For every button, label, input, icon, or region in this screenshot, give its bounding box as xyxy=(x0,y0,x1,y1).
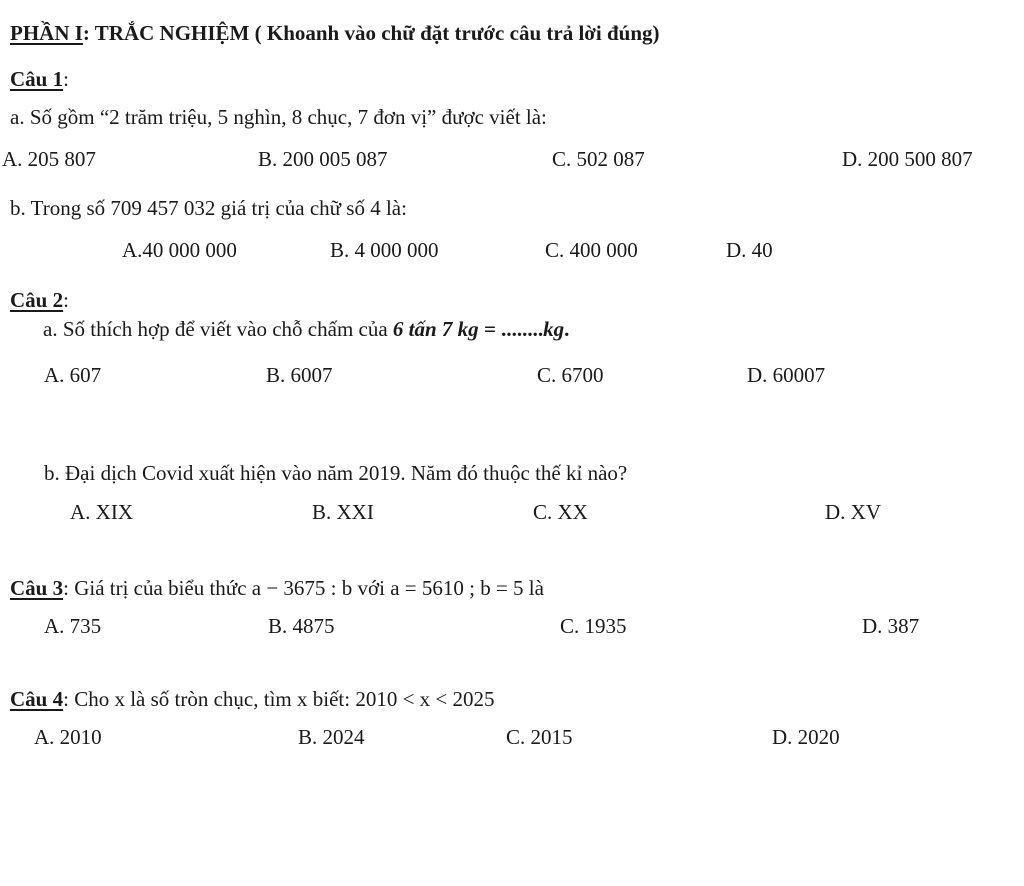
question-2-title xyxy=(10,287,69,313)
question-1-title xyxy=(10,66,69,92)
q2a-prompt-end: . xyxy=(564,317,570,341)
q3-option-d[interactable]: D. 387 xyxy=(862,614,920,638)
question-4 xyxy=(10,686,495,712)
section-header xyxy=(10,20,660,46)
q3-option-c[interactable]: C. 1935 xyxy=(560,614,627,638)
q1b-option-c[interactable]: C. 400 000 xyxy=(545,238,638,262)
question-1b-prompt: b. Trong số 709 457 032 giá trị của chữ số 4 là: xyxy=(10,196,407,220)
q2a-prompt-expression: 6 tấn 7 kg = xyxy=(392,317,496,341)
q4-option-b[interactable]: B. 2024 xyxy=(298,725,365,749)
q4-option-a[interactable]: A. 2010 xyxy=(34,725,102,749)
q1a-option-c[interactable]: C. 502 087 xyxy=(552,147,645,171)
q2a-prompt-unit: kg xyxy=(543,317,565,341)
q1a-option-d[interactable]: D. 200 500 807 xyxy=(842,147,973,171)
section-instruction: : TRẮC NGHIỆM ( Khoanh vào chữ đặt trước câu trả lời đúng) xyxy=(82,21,660,45)
q4-option-c[interactable]: C. 2015 xyxy=(506,725,573,749)
question-3-label: Câu 3 xyxy=(10,576,64,600)
question-4-text: : Cho x là số tròn chục, tìm x biết: 2010 < x < 2025 xyxy=(63,687,495,711)
q2a-option-a[interactable]: A. 607 xyxy=(44,363,102,387)
q2b-option-b[interactable]: B. XXI xyxy=(312,500,374,524)
q2a-option-b[interactable]: B. 6007 xyxy=(266,363,333,387)
question-1-colon: : xyxy=(63,67,69,91)
question-4-label: Câu 4 xyxy=(10,687,64,711)
question-1-label: Câu 1 xyxy=(10,67,64,91)
q2a-option-c[interactable]: C. 6700 xyxy=(537,363,604,387)
question-2a-prompt xyxy=(43,316,569,342)
section-part: PHẦN I xyxy=(10,21,83,45)
question-3-text: : Giá trị của biểu thức a − 3675 : b với a = 5610 ; b = 5 là xyxy=(63,576,544,600)
q3-option-b[interactable]: B. 4875 xyxy=(268,614,335,638)
q2b-option-c[interactable]: C. XX xyxy=(533,500,588,524)
q1b-option-d[interactable]: D. 40 xyxy=(726,238,773,262)
q1a-option-a[interactable]: A. 205 807 xyxy=(2,147,96,171)
question-2-colon: : xyxy=(63,288,69,312)
q1b-option-b[interactable]: B. 4 000 000 xyxy=(330,238,439,262)
q2b-option-d[interactable]: D. XV xyxy=(825,500,881,524)
question-2-label: Câu 2 xyxy=(10,288,64,312)
q1b-option-a[interactable]: A.40 000 000 xyxy=(122,238,237,262)
q2b-option-a[interactable]: A. XIX xyxy=(70,500,133,524)
q3-option-a[interactable]: A. 735 xyxy=(44,614,102,638)
q2a-prompt-dots: ........ xyxy=(495,317,544,341)
q2a-prompt-text: a. Số thích hợp để viết vào chỗ chấm của xyxy=(43,317,393,341)
q1a-option-b[interactable]: B. 200 005 087 xyxy=(258,147,388,171)
question-2b-prompt: b. Đại dịch Covid xuất hiện vào năm 2019. Năm đó thuộc thế kỉ nào? xyxy=(44,461,628,485)
q4-option-d[interactable]: D. 2020 xyxy=(772,725,840,749)
q2a-option-d[interactable]: D. 60007 xyxy=(747,363,826,387)
question-1a-prompt: a. Số gồm “2 trăm triệu, 5 nghìn, 8 chục, 7 đơn vị” được viết là: xyxy=(10,105,547,129)
question-3 xyxy=(10,575,544,601)
